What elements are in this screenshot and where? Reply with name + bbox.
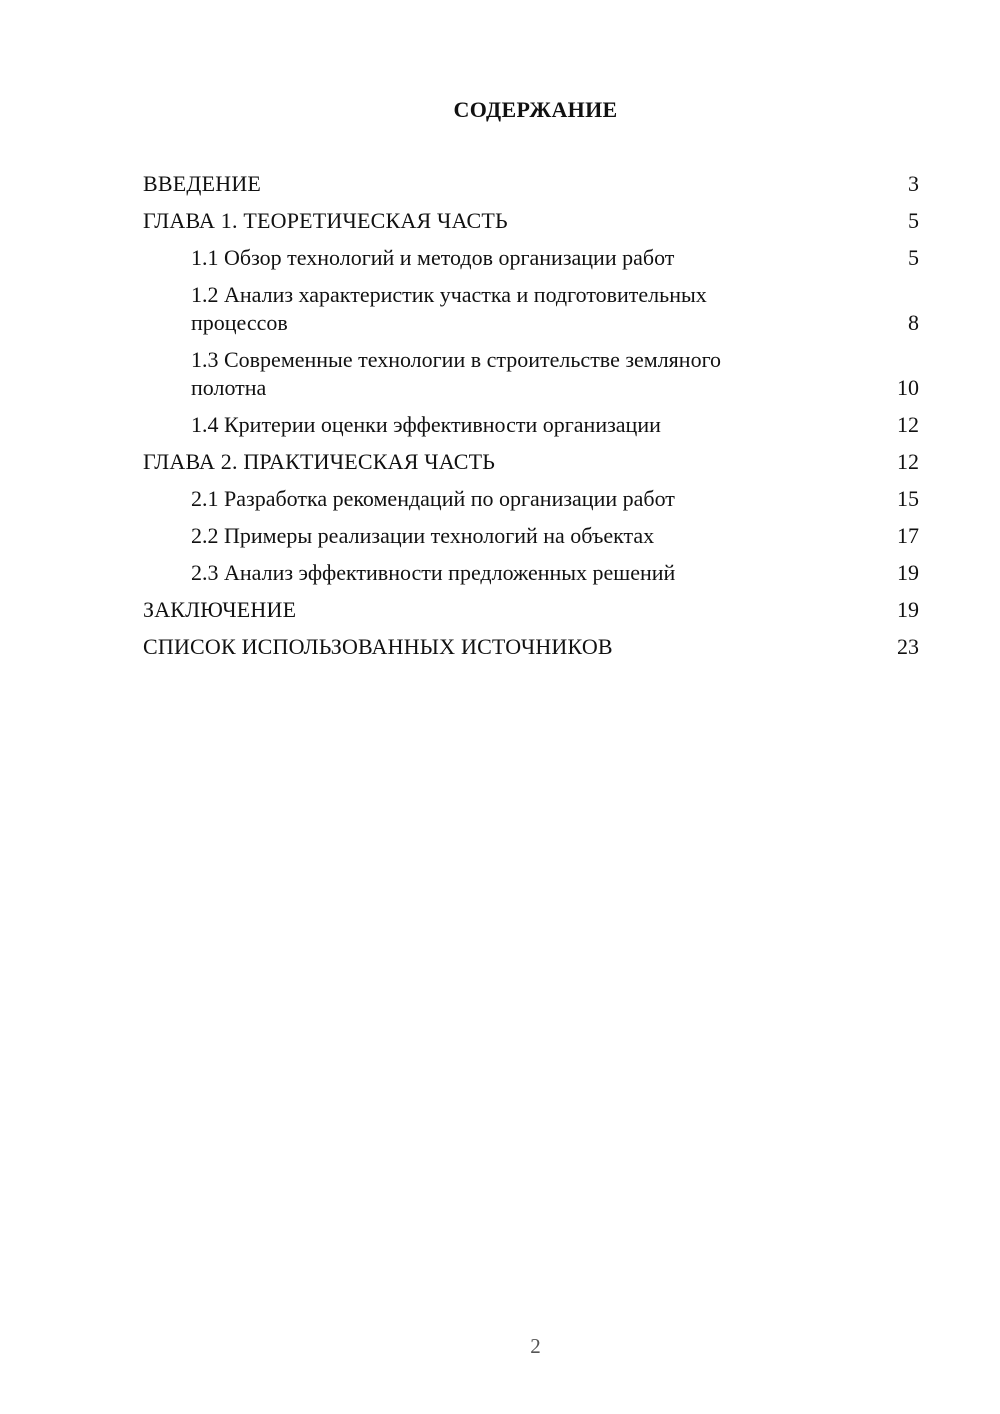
toc-entry-title: 1.1 Обзор технологий и методов организации работ bbox=[191, 245, 675, 270]
toc-entry-page-number: 3 bbox=[908, 171, 919, 196]
toc-entry[interactable] bbox=[143, 448, 919, 476]
toc-entry-page-number: 23 bbox=[897, 634, 919, 659]
toc-entry-page-number: 17 bbox=[897, 523, 919, 548]
toc-subentry[interactable] bbox=[143, 485, 919, 513]
toc-entry-page-number: 10 bbox=[897, 375, 919, 400]
toc-entry-title: 2.1 Разработка рекомендаций по организации работ bbox=[191, 486, 675, 511]
toc-entry-page-number: 12 bbox=[897, 412, 919, 437]
toc-entry-title: 2.2 Примеры реализации технологий на объектах bbox=[191, 523, 655, 548]
toc-entry-page-number: 8 bbox=[908, 310, 919, 335]
toc-subentry[interactable] bbox=[143, 346, 919, 402]
toc-entry[interactable] bbox=[143, 207, 919, 235]
toc-entry-title: СПИСОК ИСПОЛЬЗОВАННЫХ ИСТОЧНИКОВ bbox=[143, 634, 613, 659]
toc-entry-page-number: 19 bbox=[897, 597, 919, 622]
toc-entry-title: 2.3 Анализ эффективности предложенных решений bbox=[191, 560, 676, 585]
toc-entry-page-number: 5 bbox=[908, 245, 919, 270]
toc-entry[interactable] bbox=[143, 596, 919, 624]
toc-entry-title: 1.3 Современные технологии в строительстве земляного полотна bbox=[191, 347, 722, 400]
toc-subentry[interactable] bbox=[143, 281, 919, 337]
toc-entry-title: ГЛАВА 2. ПРАКТИЧЕСКАЯ ЧАСТЬ bbox=[143, 449, 496, 474]
toc-subentry[interactable] bbox=[143, 411, 919, 439]
toc-entry-page-number: 15 bbox=[897, 486, 919, 511]
toc-entry-title: ЗАКЛЮЧЕНИЕ bbox=[143, 597, 297, 622]
toc-entry[interactable] bbox=[143, 633, 919, 661]
toc-entry-title: 1.4 Критерии оценки эффективности организации bbox=[191, 412, 661, 437]
table-of-contents bbox=[143, 170, 919, 670]
toc-subentry[interactable] bbox=[143, 244, 919, 272]
toc-entry[interactable] bbox=[143, 170, 919, 198]
toc-subentry[interactable] bbox=[143, 522, 919, 550]
page-number: 2 bbox=[530, 1334, 541, 1358]
toc-entry-title: 1.2 Анализ характеристик участка и подготовительных процессов bbox=[191, 282, 707, 335]
toc-entry-title: ВВЕДЕНИЕ bbox=[143, 171, 262, 196]
toc-subentry[interactable] bbox=[143, 559, 919, 587]
page-title: СОДЕРЖАНИЕ bbox=[453, 97, 618, 122]
toc-entry-page-number: 5 bbox=[908, 208, 919, 233]
toc-entry-title: ГЛАВА 1. ТЕОРЕТИЧЕСКАЯ ЧАСТЬ bbox=[143, 208, 508, 233]
toc-entry-page-number: 19 bbox=[897, 560, 919, 585]
toc-entry-page-number: 12 bbox=[897, 449, 919, 474]
